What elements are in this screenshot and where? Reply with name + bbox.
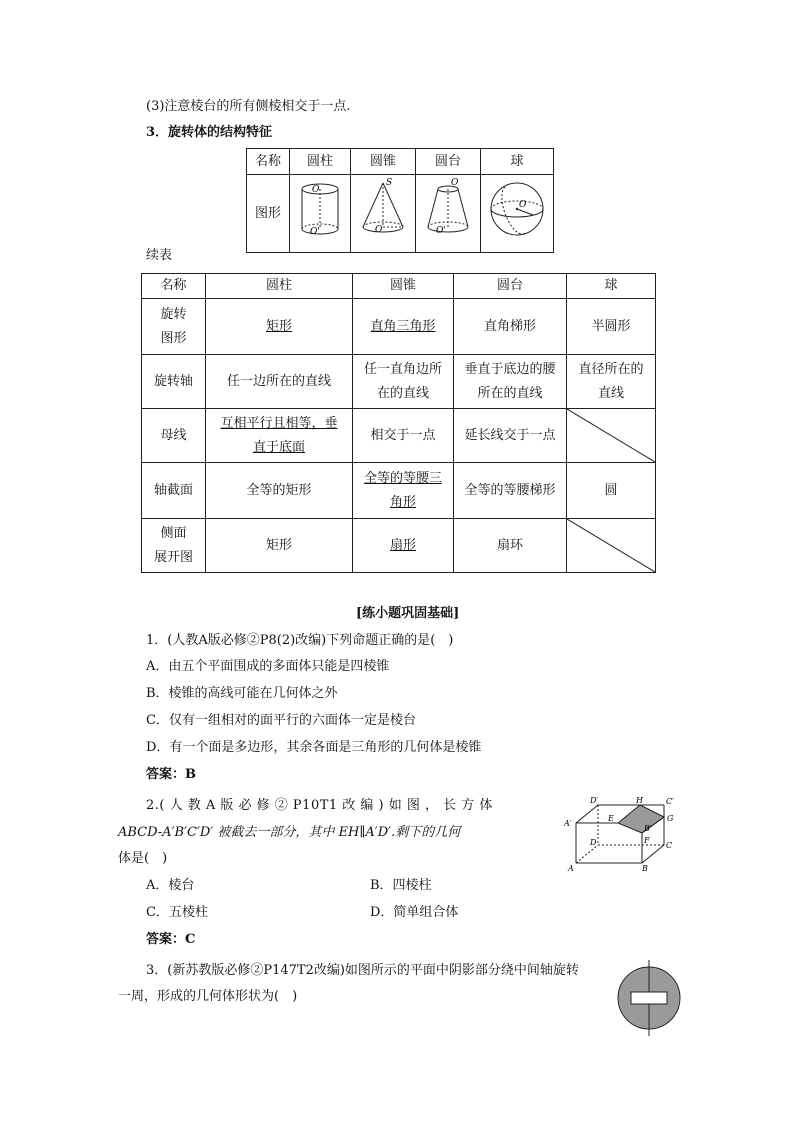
q1-option-c: C．仅有一组相对的面平行的六面体一定是棱台: [146, 713, 416, 728]
q2-line2: ABCD-A′B′C′D′ 被截去一部分，其中 EH∥A′D′.剩下的几何: [118, 825, 461, 840]
q3-line2: 一周，形成的几何体形状为( ): [118, 989, 298, 1004]
table1-row-label: 图形: [247, 175, 290, 253]
q2-option-b: B．四棱柱: [370, 878, 432, 893]
sphere-label-center: O: [519, 200, 527, 210]
rotation-figure: [612, 958, 686, 1038]
cylinder-figure: [290, 175, 350, 243]
q1-option-a: A．由五个平面围成的多面体只能是四棱锥: [146, 659, 390, 674]
row-label: 旋转 图形: [142, 299, 206, 355]
table2-header: 名称: [142, 274, 206, 299]
table-cell: 圆: [567, 463, 656, 519]
empty-diagonal-cell: [567, 409, 656, 463]
table1-header: 球: [481, 149, 554, 175]
table-cell: 全等的等腰梯形: [454, 463, 567, 519]
generatrix-text: 互相平行且相等，垂 直于底面: [220, 415, 338, 455]
q1-option-d: D．有一个面是多边形，其余各面是三角形的几何体是棱锥: [146, 740, 482, 755]
cuboid-figure: [562, 793, 682, 873]
table-cell: 全等的等腰三 角形: [353, 463, 454, 519]
table2-header: 圆锥: [353, 274, 454, 299]
cone-figure: [351, 175, 415, 243]
cone-label-apex: S: [386, 178, 393, 188]
q2-option-d: D．简单组合体: [370, 905, 459, 920]
table-cell: 全等的矩形: [206, 463, 353, 519]
intro-note: (3)注意棱台的所有侧棱相交于一点.: [146, 99, 351, 114]
table-cell: [206, 409, 353, 463]
label-b1: B′: [644, 824, 652, 833]
q3-line1: 3．(新苏教版必修②P147T2改编)如图所示的平面中阴影部分绕中间轴旋转: [146, 963, 579, 978]
table-cell: 半圆形: [567, 299, 656, 355]
table-cell: 矩形: [206, 519, 353, 573]
diagonal-line: [567, 409, 655, 462]
q2-line3: 体是( ): [118, 851, 168, 866]
q2-option-a: A．棱台: [146, 878, 195, 893]
cylinder-label-bottom: O': [310, 227, 320, 237]
table-cell: 直角三角形: [353, 299, 454, 355]
label-a: A: [568, 864, 574, 873]
label-b: B: [642, 864, 648, 873]
table-properties: [141, 273, 656, 573]
table-cell: 直径所在的 直线: [567, 355, 656, 409]
frustum-label-top: O: [451, 178, 459, 188]
practice-title: [练小题巩固基础]: [356, 606, 460, 621]
diagonal-line: [567, 519, 655, 572]
table1-header: 圆锥: [351, 149, 416, 175]
label-h: H: [636, 796, 643, 805]
table-cell: 垂直于底边的腰 所在的直线: [454, 355, 567, 409]
continued-label: 续表: [146, 248, 173, 263]
row-label: 母线: [142, 409, 206, 463]
empty-diagonal-cell: [567, 519, 656, 573]
q2-answer: 答案：C: [146, 932, 196, 947]
label-c: C: [666, 841, 673, 850]
section-title: 3．旋转体的结构特征: [146, 125, 273, 140]
q1-stem: 1．(人教A版必修②P8(2)改编)下列命题正确的是( ): [146, 633, 454, 648]
label-g: G: [667, 814, 674, 823]
table2-header: 圆台: [454, 274, 567, 299]
table-cell: 矩形: [206, 299, 353, 355]
q1-option-b: B．棱锥的高线可能在几何体之外: [146, 686, 338, 701]
table-cell: 相交于一点: [353, 409, 454, 463]
label-d1: D′: [590, 796, 599, 805]
table2-header: 球: [567, 274, 656, 299]
table-figures: [246, 148, 554, 253]
table1-header: 圆台: [416, 149, 481, 175]
table-cell: 直角梯形: [454, 299, 567, 355]
table-cell: 任一直角边所 在的直线: [353, 355, 454, 409]
q2-option-c: C．五棱柱: [146, 905, 208, 920]
frustum-figure-cell: [416, 175, 481, 253]
cone-figure-cell: [351, 175, 416, 253]
table-cell: 扇环: [454, 519, 567, 573]
table1-header: 圆柱: [290, 149, 351, 175]
label-e: E: [608, 814, 614, 823]
cylinder-figure-cell: [290, 175, 351, 253]
row-label: 旋转轴: [142, 355, 206, 409]
label-f: F: [644, 836, 650, 845]
sphere-figure-cell: [481, 175, 554, 253]
table-cell: 扇形: [353, 519, 454, 573]
label-d: D: [590, 838, 597, 847]
cone-label-base: O: [375, 225, 383, 235]
sphere-figure: [481, 175, 553, 243]
row-label: 轴截面: [142, 463, 206, 519]
frustum-figure: [416, 175, 480, 243]
q2-line1: 2.( 人 教 A 版 必 修 ② P10T1 改 编 ) 如 图 ， 长 方 体: [146, 798, 493, 813]
table2-header: 圆柱: [206, 274, 353, 299]
label-a1: A′: [564, 819, 572, 828]
table-cell: 任一边所在的直线: [206, 355, 353, 409]
label-c1: C′: [666, 797, 674, 806]
frustum-label-bottom: O': [436, 226, 446, 236]
row-label: 侧面 展开图: [142, 519, 206, 573]
table-cell: 延长线交于一点: [454, 409, 567, 463]
table1-header: 名称: [247, 149, 290, 175]
q1-answer: 答案：B: [146, 767, 196, 782]
cylinder-label-top: O: [312, 185, 320, 195]
